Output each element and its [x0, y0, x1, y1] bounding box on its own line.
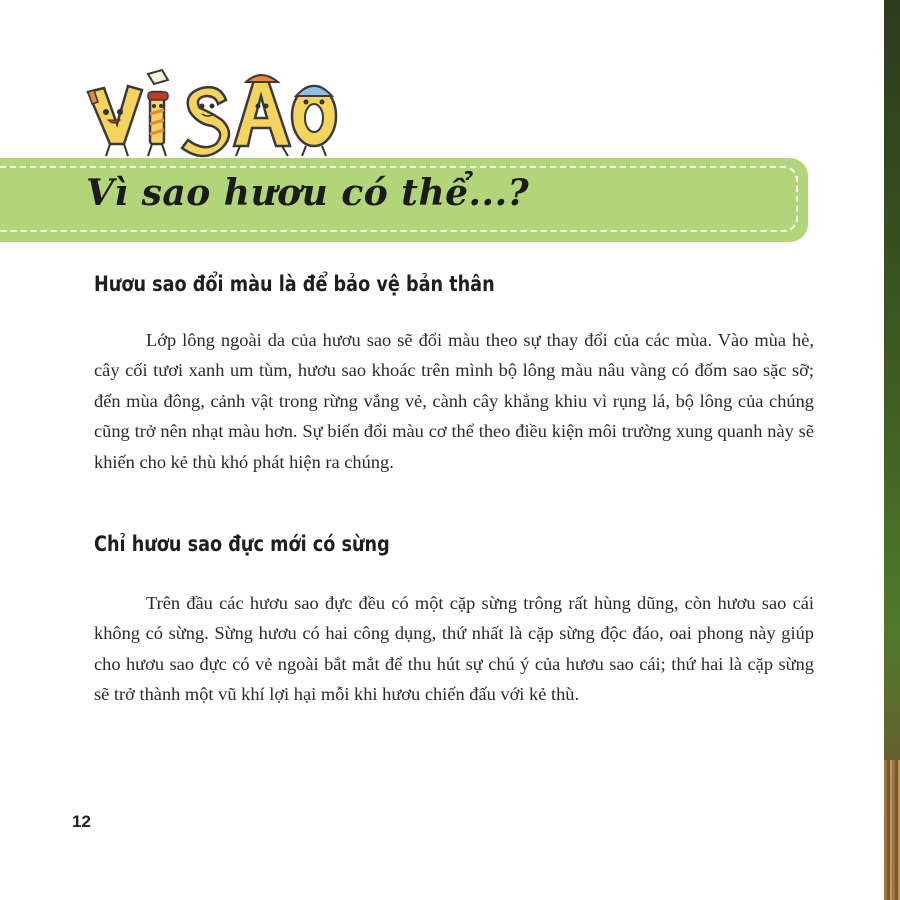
letter-i-character	[148, 70, 168, 156]
section-heading-color-change: Hươu sao đổi màu là để bảo vệ bản thân	[94, 272, 495, 296]
paragraph-color-change: Lớp lông ngoài da của hươu sao sẽ đổi màu theo sự thay đổi của các mùa. Vào mùa hè, cây cối tươi xanh um tùm, hươu sao khoác trên mình bộ lông màu nâu vàng có đốm sao sặc sỡ; đến mùa đông, cảnh vật trong rừng vắng vẻ, cành cây khẳng khiu vì rụng lá, bộ lông của chúng cũng trở nên nhạt màu hơn. Sự biến đổi màu cơ thể theo điều kiện môi trường xung quanh này sẽ khiến cho kẻ thù khó phát hiện ra chúng.	[94, 330, 814, 472]
page-title: Vì sao hươu có thể...?	[86, 172, 530, 214]
letter-s-character	[182, 87, 229, 156]
paragraph-antlers: Trên đầu các hươu sao đực đều có một cặp sừng trông rất hùng dũng, còn hươu sao cái không có sừng. Sừng hươu có hai công dụng, thứ nhất là cặp sừng độc đáo, oai phong này giúp cho hươu sao đực có vẻ ngoài bắt mắt để thu hút sự chú ý của hươu sao cái; thứ hai là cặp sừng sẽ trở thành một vũ khí lợi hại mỗi khi hươu chiến đấu với kẻ thù.	[94, 593, 814, 705]
letter-o-character	[292, 86, 336, 156]
section-heading-antlers: Chỉ hươu sao đực mới có sừng	[94, 532, 390, 556]
deer-photo-edge	[884, 0, 900, 900]
page-number: 12	[72, 812, 91, 831]
vi-sao-logo	[84, 66, 340, 158]
letter-v-character	[88, 86, 142, 156]
letter-a-character	[234, 75, 290, 156]
title-banner	[0, 158, 808, 242]
